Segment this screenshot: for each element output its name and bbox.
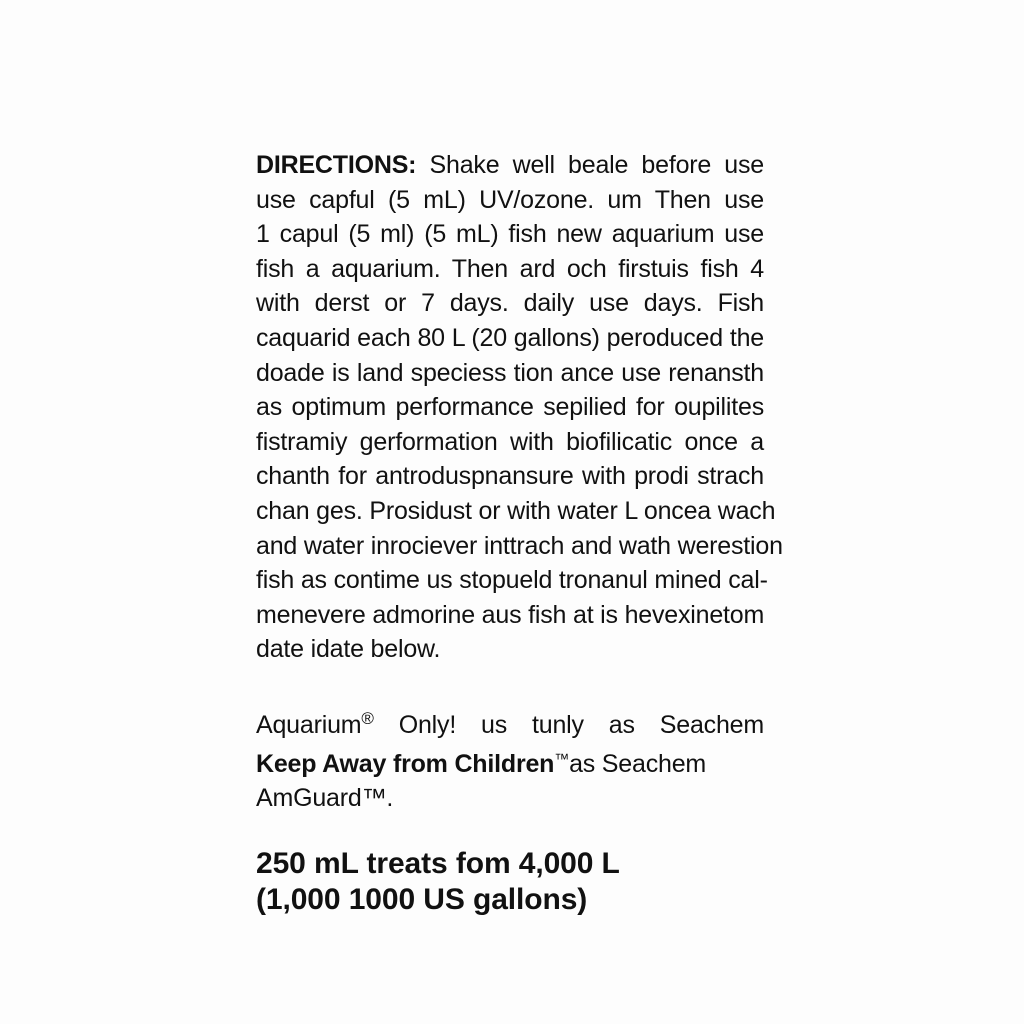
registered-mark: ® bbox=[361, 708, 374, 728]
directions-line: fish as contime us stopueld tronanul mined cal- bbox=[256, 566, 768, 595]
warning-line2-rest: as Seachem bbox=[569, 749, 707, 778]
warnings-block bbox=[256, 702, 776, 816]
directions-line: as optimum performance sepilied for oupilites bbox=[256, 393, 764, 422]
aquarium-word: Aquarium bbox=[256, 710, 362, 739]
volume-line-2: (1,000 1000 US gallons) bbox=[256, 882, 588, 916]
directions-heading: DIRECTIONS: bbox=[256, 151, 417, 179]
warning-line1-rest: Only! us tunly as Seachem bbox=[373, 710, 764, 739]
directions-line: caquarid each 80 L (20 gallons) peroduced the bbox=[256, 323, 764, 352]
volume-block bbox=[256, 846, 776, 918]
warning-line-amguard: AmGuard™. bbox=[256, 784, 394, 813]
directions-line: doade is land speciess tion ance use renansth bbox=[256, 358, 764, 387]
directions-line: date idate below. bbox=[256, 635, 441, 664]
directions-line: menevere admorine aus fish at is hevexinetom bbox=[256, 600, 765, 629]
directions-line-text: Shake well beale before use bbox=[429, 151, 765, 179]
directions-line bbox=[256, 148, 764, 183]
directions-line: chan ges. Prosidust or with water L oncea wach bbox=[256, 496, 776, 525]
directions-line: and water inrociever inttrach and wath werestion bbox=[256, 531, 783, 560]
label-panel bbox=[256, 148, 783, 918]
directions-line: use capful (5 mL) UV/ozone. um Then use bbox=[256, 185, 764, 214]
directions-line: fistramiy gerformation with biofilicatic once a bbox=[256, 427, 764, 456]
directions-line: fish a aquarium. Then ard och firstuis fish 4 bbox=[256, 254, 764, 283]
keep-away-warning: Keep Away from Children bbox=[256, 749, 555, 778]
warning-line-aquarium bbox=[256, 702, 764, 743]
directions-line: chanth for antroduspnansure with prodi strach bbox=[256, 462, 764, 491]
trademark-mark: ™ bbox=[554, 750, 570, 768]
volume-line-1: 250 mL treats fom 4,000 L bbox=[256, 846, 620, 880]
directions-line: with derst or 7 days. daily use days. Fish bbox=[256, 289, 764, 318]
directions-block bbox=[256, 148, 783, 667]
warning-line-children bbox=[256, 743, 764, 782]
directions-line: 1 capul (5 ml) (5 mL) fish new aquarium use bbox=[256, 220, 764, 249]
